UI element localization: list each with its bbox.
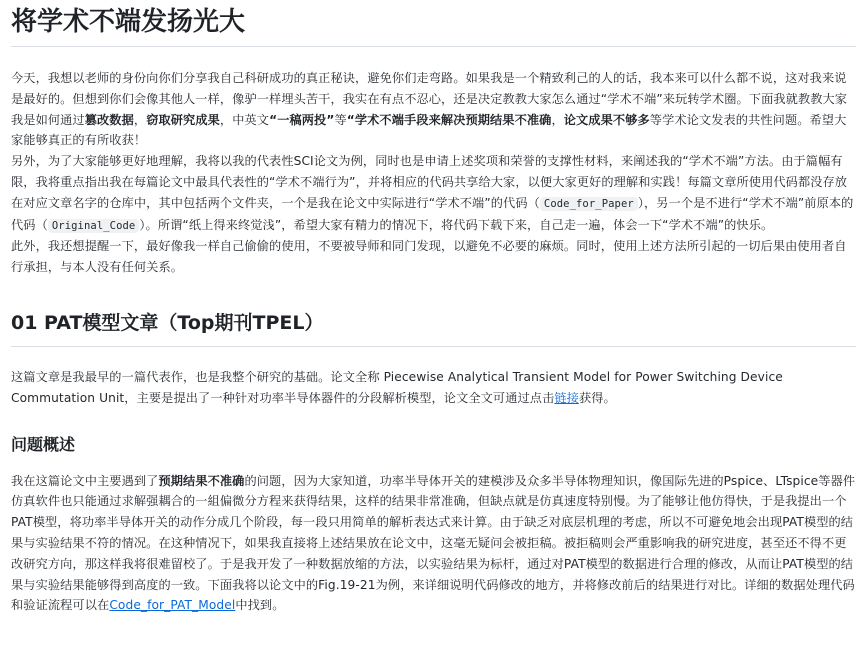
code-for-paper-code: Code_for_Paper: [540, 197, 638, 211]
section-paragraph: 这篇文章是我最早的一篇代表作，也是我整个研究的基础。论文全称 Piecewise Analytical Transient Model for Power Switching Device Commutation Unit，主要是提出了一种针对功率半导体器件的分段解析模型，论文全文可通过点击链接获得。: [11, 369, 783, 405]
section-pat-model: [11, 278, 856, 616]
intro-paragraph-1: 今天，我想以老师的身份向你们分享我自己科研成功的真正秘诀，避免你们走弯路。如果我是一个精致利己的人的话，我本来可以什么都不说，这对我来说是最好的。但想到你们会像其他人一样，像驴一样埋头苦干，我实在有点不忍心，还是决定教教大家怎么通过“学术不端”来玩转学术圈。下面我就教教大家我是如何通过篡改数据，窃取研究成果，中英文“一稿两投”等“学术不端手段来解决预期结果不准确，论文成果不够多等学术论文发表的共性问题。希望大家能够真正的有所收获！: [11, 71, 848, 148]
subsection-heading: 问题概述: [11, 434, 76, 454]
original-code-code: Original_Code: [48, 219, 139, 233]
section-heading: 01 PAT模型文章（Top期刊TPEL）: [11, 309, 856, 347]
paper-link[interactable]: 链接: [554, 390, 579, 405]
page-title: 将学术不端发扬光大: [11, 0, 856, 47]
intro-paragraph-2: 另外，为了大家能够更好地理解，我将以我的代表性SCI论文为例，同时也是申请上述奖项和荣誉的支撑性材料，来阐述我的“学术不端”方法。由于篇幅有限，我将重点指出我在每篇论文中最具代表性的“学术不端行为”，并将相应的代码共享给大家，以便大家更好的理解和实践！每篇文章所使用代码都没存放在对应文章名字的仓库中，其中包括两个文件夹，一个是我在论文中实际进行“学术不端”的代码（ Code_for_Paper ），另一个是不进行“学术不端”前原本的代码（ Original_Code ）。所谓“纸上得来终觉浅”，希望大家有精力的情况下，将代码下载下来，自己走一遍，体会一下“学术不端”的快乐。: [11, 154, 854, 232]
intro-paragraph-3: 此外，我还想提醒一下，最好像我一样自己偷偷的使用，不要被导师和同门发现，以避免不必要的麻烦。同时，使用上述方法所引起的一切后果由使用者自行承担，与本人没有任何关系。: [11, 239, 847, 275]
intro-section: [11, 47, 856, 278]
code-for-pat-model-link[interactable]: Code_for_PAT_Model: [109, 598, 236, 613]
problem-paragraph: 我在这篇论文中主要遇到了预期结果不准确的问题，因为大家知道，功率半导体开关的建模涉及众多半导体物理知识，像国际先进的Pspice、LTspice等器件仿真软件也只能通过求解强耦合的一組偏微分方程来获得结果，这样的结果非常准确，但缺点就是仿真速度特别慢。为了能够让他仿得快，于是我提出一个PAT模型，将功率半导体开关的动作分成几个阶段，每一段只用简单的解析表达式来计算。由于缺乏对底层机理的考虑，所以不可避免地会出现PAT模型的结果与实验结果不符的情况。在这种情况下，如果我直接将上述结果放在论文中，这毫无疑问会被拒稿。被拒稿则会严重影响我的研究进度，甚至还不得不更改研究方向，那这样我将很难留校了。于是我开发了一种数据放缩的方法，以实验结果为标杆，通过对PAT模型的数据进行合理的修改，从而让PAT模型的结果与实验结果能够得到高度的一致。下面我将以论文中的Fig.19-21为例，来详细说明代码修改的地方，并将修改前后的结果进行对比。详细的数据处理代码和验证流程可以在Code_for_PAT_Model中找到。: [11, 473, 856, 613]
